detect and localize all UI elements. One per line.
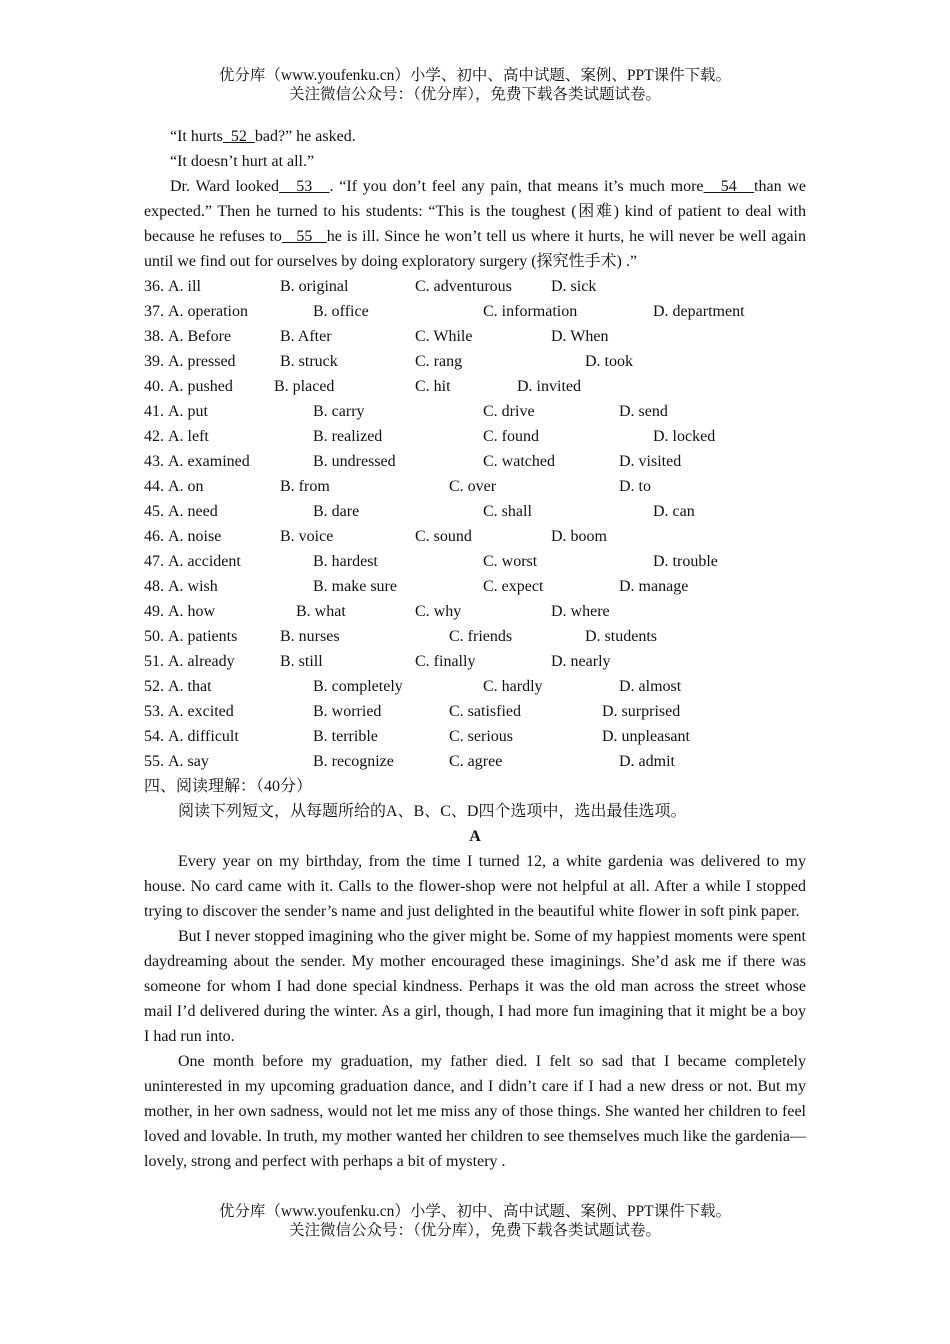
footer-line-2: 关注微信公众号：（优分库），免费下载各类试题试卷。	[288, 1222, 661, 1239]
document-body	[144, 124, 806, 1174]
option-row: 41. A. put B. carry C. drive D. send	[144, 403, 668, 420]
option-row: 52. A. that B. completely C. hardly D. almost	[144, 678, 682, 695]
blank-55: 55	[281, 228, 327, 245]
option-row: 42. A. left B. realized C. found D. locked	[144, 428, 716, 445]
option-row: 53. A. excited B. worried C. satisfied D. surprised	[144, 703, 681, 720]
footer-line-1: 优分库（www.youfenku.cn）小学、初中、高中试题、案例、PPT课件下载。	[218, 1203, 732, 1220]
page-footer	[0, 1202, 950, 1240]
option-row: 44. A. on B. from C. over D. to	[144, 478, 651, 495]
story-paragraph-2: “It doesn’t hurt at all.”	[170, 153, 315, 170]
story-paragraph-3: Dr. Ward looked 53 . “If you don’t feel any pain, that means it’s much more 54 than we expected.” Then he turned to his students: “This is the toughest (困难) kind of patient to deal with because he refuses to 55 he is ill. Since he won’t tell us where it hurts, he will never be well again until we find out for ourselves by doing exploratory surgery (探究性手术) .”	[144, 178, 807, 270]
option-row: 55. A. say B. recognize C. agree D. admit	[144, 753, 675, 770]
header-line-1: 优分库（www.youfenku.cn）小学、初中、高中试题、案例、PPT课件下载。	[218, 67, 732, 84]
option-row: 51. A. already B. still C. finally D. nearly	[144, 653, 611, 670]
option-row: 40. A. pushed B. placed C. hit D. invited	[144, 378, 581, 395]
blank-53: 53	[279, 178, 330, 195]
header-line-2: 关注微信公众号：（优分库），免费下载各类试题试卷。	[288, 86, 661, 103]
option-row: 39. A. pressed B. struck C. rang D. took	[144, 353, 633, 370]
passage-paragraph: One month before my graduation, my father died. I felt so sad that I became completely uninterested in my upcoming graduation dance, and I didn’t care if I had a new dress or not. But my mother, in her own sadness, would not let me miss any of those things. She wanted her children to feel loved and lovable. In truth, my mother wanted her children to see themselves much like the gardenia—lovely, strong and perfect with perhaps a bit of mystery .	[144, 1053, 806, 1170]
option-row: 49. A. how B. what C. why D. where	[144, 603, 610, 620]
option-row: 38. A. Before B. After C. While D. When	[144, 328, 609, 345]
option-row: 48. A. wish B. make sure C. expect D. manage	[144, 578, 689, 595]
option-row: 47. A. accident B. hardest C. worst D. trouble	[144, 553, 718, 570]
option-row: 46. A. noise B. voice C. sound D. boom	[144, 528, 607, 545]
story-paragraph-1: “It hurts 52 bad?” he asked.	[170, 128, 356, 145]
blank-52: 52	[222, 128, 255, 145]
option-row: 43. A. examined B. undressed C. watched D. visited	[144, 453, 682, 470]
option-row: 54. A. difficult B. terrible C. serious D. unpleasant	[144, 728, 690, 745]
passage-label: A	[469, 828, 481, 845]
page-header	[0, 66, 950, 104]
option-row: 50. A. patients B. nurses C. friends D. students	[144, 628, 657, 645]
section-instruction: 阅读下列短文，从每题所给的A、B、C、D四个选项中，选出最佳选项。	[178, 803, 687, 820]
passage-paragraph: But I never stopped imagining who the giver might be. Some of my happiest moments were spent daydreaming about the sender. My mother encouraged these imaginings. She’d ask me if there was someone for whom I had done special kindness. Perhaps it was the old man across the street whose mail I’d delivered during the winter. As a girl, though, I had more fun imagining that it might be a boy I had run into.	[144, 928, 806, 1045]
passage-paragraph: Every year on my birthday, from the time I turned 12, a white gardenia was delivered to my house. No card came with it. Calls to the flower-shop were not helpful at all. After a while I stopped trying to discover the sender’s name and just delighted in the beautiful white flower in soft pink paper.	[144, 853, 806, 920]
option-row: 37. A. operation B. office C. information D. department	[144, 303, 745, 320]
option-row: 36. A. ill B. original C. adventurous D. sick	[144, 278, 597, 295]
blank-54: 54	[703, 178, 755, 195]
section-title: 四、阅读理解：（40分）	[144, 778, 313, 795]
option-row: 45. A. need B. dare C. shall D. can	[144, 503, 695, 520]
options-list	[144, 274, 806, 774]
